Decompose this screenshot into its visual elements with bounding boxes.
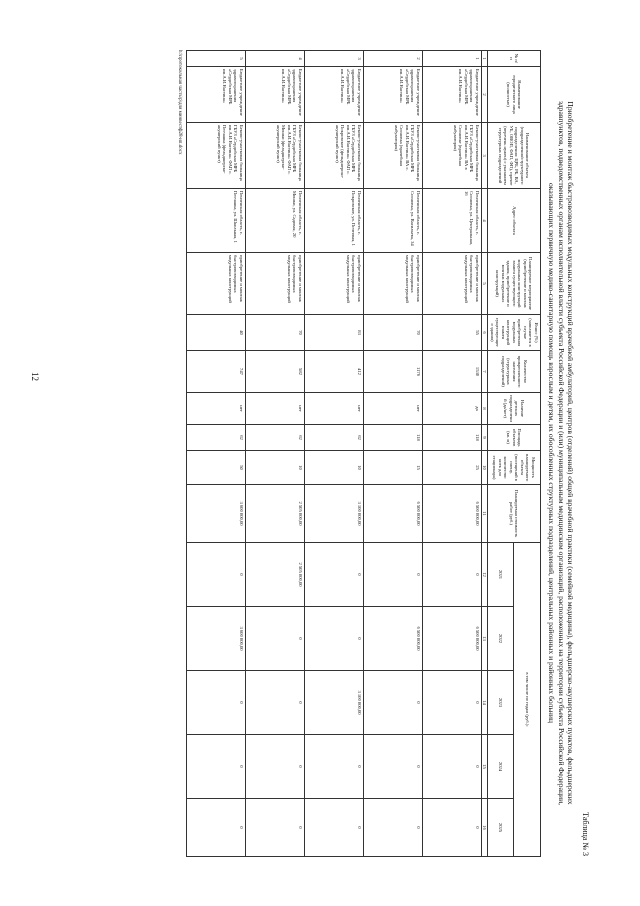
cell-area: 62 [245, 425, 304, 451]
cell-population: 412 [304, 351, 363, 393]
cell-org: Бюджетное учреждение здравоохранения «Сердобская МРБ им.А.И.Настина» [422, 67, 481, 123]
cell-capacity: 10 [304, 451, 363, 485]
column-number: 12 [481, 543, 488, 607]
cell-cost: 6 500 000,00 [422, 485, 481, 543]
cell-cost: 3 600 000,00 [186, 485, 245, 543]
cell-2022: 0 [245, 607, 304, 671]
cell-address: Пензенская область, с. Песчанка, ул. Школьная, 1 [186, 189, 245, 253]
cell-num: 3 [304, 51, 363, 67]
header-cost: Планируемая стоимость работ (руб.) [488, 485, 541, 543]
header-wear: Износ (%) (заполняется в случае приобретения модульных конструкций взамен существующего здания) [488, 315, 541, 351]
column-number: 11 [481, 485, 488, 543]
cell-object: Беково-участковая больница ГБУЗ «Сердобская МРБ им.А.И.Настина» ВА в Сосновке (врачебная амбулатория) [422, 123, 481, 189]
page-number: 12 [30, 372, 40, 381]
cell-capacity: 15 [363, 451, 422, 485]
cell-area: 62 [304, 425, 363, 451]
cell-2023: 0 [186, 671, 245, 735]
header-org: Наименование юридического лица (полностью) [488, 67, 541, 123]
cell-wear: 83 [304, 315, 363, 351]
cell-address: Пензенская область, с. Сосновка, ул. Центральная, 16 [422, 189, 481, 253]
column-number: 15 [481, 735, 488, 799]
cell-children: нет [245, 393, 304, 425]
file-path-footer: h:\протокольная часть\р\для минвестф28-ип.docx [176, 50, 182, 155]
cell-capacity: 50 [186, 451, 245, 485]
cell-num: 4 [245, 51, 304, 67]
column-number: 6 [481, 315, 488, 351]
column-number: 8 [481, 393, 488, 425]
cell-2025: 0 [363, 799, 422, 857]
cell-planned: приобретение и монтаж быстровозводимых модульных конструкций [304, 253, 363, 315]
cell-2025: 0 [422, 799, 481, 857]
table-row [422, 51, 481, 857]
header-row [514, 51, 540, 857]
header-children: Наличие детских подразделений (да/нет) [488, 393, 541, 425]
cell-2021: 0 [186, 543, 245, 607]
page-content [177, 50, 590, 856]
header-by-year: в том числе по годам (руб.): [514, 543, 540, 857]
cell-population: 1530 [422, 351, 481, 393]
cell-area: 118 [422, 425, 481, 451]
column-number: 16 [481, 799, 488, 857]
cell-wear: 55 [422, 315, 481, 351]
cell-wear: 40 [186, 315, 245, 351]
cell-2021: 0 [422, 543, 481, 607]
column-number: 4 [481, 189, 488, 253]
cell-org: Бюджетное учреждение здравоохранения «Сердобская МРБ им.А.И.Настина» [245, 67, 304, 123]
cell-num: 2 [363, 51, 422, 67]
header-num: № п/п [488, 51, 541, 67]
cell-population: 1176 [363, 351, 422, 393]
cell-2023: 0 [422, 671, 481, 735]
column-number: 5 [481, 253, 488, 315]
cell-2022: 6 500 000,00 [363, 607, 422, 671]
cell-2023: 3 100 000,00 [304, 671, 363, 735]
cell-2025: 0 [186, 799, 245, 857]
header-year-2022: 2022 [488, 607, 514, 671]
cell-capacity: 25 [422, 451, 481, 485]
header-area: Площадь объектов (кв. м) [488, 425, 541, 451]
cell-2024: 0 [186, 735, 245, 799]
cell-area: 62 [186, 425, 245, 451]
column-number: 7 [481, 351, 488, 393]
cell-wear: 70 [363, 315, 422, 351]
cell-2021: 0 [363, 543, 422, 607]
cell-address: Пензенская область, с. Сосновка, ул. Васильева, 34 [363, 189, 422, 253]
cell-children: нет [363, 393, 422, 425]
cell-address: Пензенская область, с. Покровское, ул. Почтовая, 1 [304, 189, 363, 253]
header-year-2021: 2021 [488, 543, 514, 607]
cell-planned: приобретение и монтаж быстровозводимых модульных конструкций [245, 253, 304, 315]
cell-2022: 6 500 000,00 [422, 607, 481, 671]
cell-org: Бюджетное учреждение здравоохранения «Сердобская МРБ им.А.И.Настина» [363, 67, 422, 123]
cell-2021: 0 [304, 543, 363, 607]
table-row [363, 51, 422, 857]
cell-children: нет [186, 393, 245, 425]
column-number: 1 [481, 51, 488, 67]
header-population: Количество прикрепленного населения (структурных подразделений) [488, 351, 541, 393]
cell-planned: приобретение и монтаж быстровозводимых модульных конструкций [186, 253, 245, 315]
cell-2022: 3 600 000,00 [186, 607, 245, 671]
cell-2024: 0 [422, 735, 481, 799]
column-number: 13 [481, 607, 488, 671]
cell-2023: 0 [245, 671, 304, 735]
cell-2024: 0 [363, 735, 422, 799]
cell-2024: 0 [245, 735, 304, 799]
cell-cost: 2 505 000,00 [245, 485, 304, 543]
cell-area: 118 [363, 425, 422, 451]
cell-children: да [422, 393, 481, 425]
cell-2023: 0 [363, 671, 422, 735]
cell-object: Беково-участковая больница ГБУЗ «Сердобская МРБ им.А.И.Настина» ФАП с. Песчанка (фельдшерско-акушерский пункт) [186, 123, 245, 189]
cell-population: 582 [245, 351, 304, 393]
cell-object: Беково-участковая больница ГБУЗ «Сердобская МРБ им.А.И.Настина» ФАП с. Мошки (фельдшерско-акушерский пункт) [245, 123, 304, 189]
cell-object: Беково-участковая больница ГБУЗ «Сердобская МРБ им.А.И.Настина» ФАП с. Покровское (фельдшерско-акушерский пункт) [304, 123, 363, 189]
cell-2024: 0 [304, 735, 363, 799]
cell-cost: 3 100 000,00 [304, 485, 363, 543]
cell-2025: 0 [245, 799, 304, 857]
table-row [186, 51, 245, 857]
column-number-row [481, 51, 488, 857]
column-number: 2 [481, 67, 488, 123]
column-number: 3 [481, 123, 488, 189]
cell-num: 5 [186, 51, 245, 67]
header-year-2024: 2024 [488, 735, 514, 799]
cell-population: 747 [186, 351, 245, 393]
header-capacity: Мощность планируемого объекта (посещений в смену, количество коек для стационара) [488, 451, 541, 485]
cell-wear: 70 [245, 315, 304, 351]
cell-address: Пензенская область, с. Мошки, ул. Садовая, 20 [245, 189, 304, 253]
cell-cost: 6 500 000,00 [363, 485, 422, 543]
column-number: 9 [481, 425, 488, 451]
cell-org: Бюджетное учреждение здравоохранения «Сердобская МРБ им.А.И.Настина» [186, 67, 245, 123]
cell-num: 1 [422, 51, 481, 67]
header-year-2023: 2023 [488, 671, 514, 735]
header-object: Наименование объекта (подразделения/структурного подразделения: ЦРБ, РБ, ВА, УБ, ОВОП, ФАП, ФП), прочее (перечень нужен) с указанием структурных подразделений [488, 123, 541, 189]
table-row [245, 51, 304, 857]
cell-2025: 0 [304, 799, 363, 857]
data-table [186, 50, 541, 857]
header-address: Адрес объекта [488, 189, 541, 253]
cell-planned: приобретение и монтаж быстровозводимых модульных конструкций [422, 253, 481, 315]
header-planned: Планируемое мероприятие (приобретение и монтаж модульных конструкций взамен существующего здания, приобретение и монтаж модульных конструкций) [488, 253, 541, 315]
table-row [304, 51, 363, 857]
cell-2022: 0 [304, 607, 363, 671]
cell-children: нет [304, 393, 363, 425]
cell-planned: приобретение и монтаж быстровозводимых модульных конструкций [363, 253, 422, 315]
document-title: Приобретение и монтаж быстровозводимых модульных конструкций врачебной амбулаторий, центров (отделений) общей врачебной практики (семейной медицины), фельдшерско-акушерских пунктов, фельдшерских здравпунктов, подведомственных органам исполнительной власти субъекта Российской Федерации и (или) муниципальным медицинским организаций, расположенных на территории субъекта Российской Федерации, оказывающих первичную медико-санитарную помощь взрослым и детям, их обособленных структурных подразделений, центральных районных и районных больниц [547, 100, 575, 806]
column-number: 14 [481, 671, 488, 735]
cell-object: Беково-участковая больница ГБУЗ «Сердобская МРБ им.А.И.Настина» ВА с. Сосновка (врачебная амбулатория) [363, 123, 422, 189]
column-number: 10 [481, 451, 488, 485]
cell-org: Бюджетное учреждение здравоохранения «Сердобская МРБ им.А.И.Настина» [304, 67, 363, 123]
table-label: Таблица № 3 [581, 812, 590, 856]
header-year-2025: 2025 [488, 799, 514, 857]
cell-capacity: 10 [245, 451, 304, 485]
cell-2021: 2 505 000,00 [245, 543, 304, 607]
